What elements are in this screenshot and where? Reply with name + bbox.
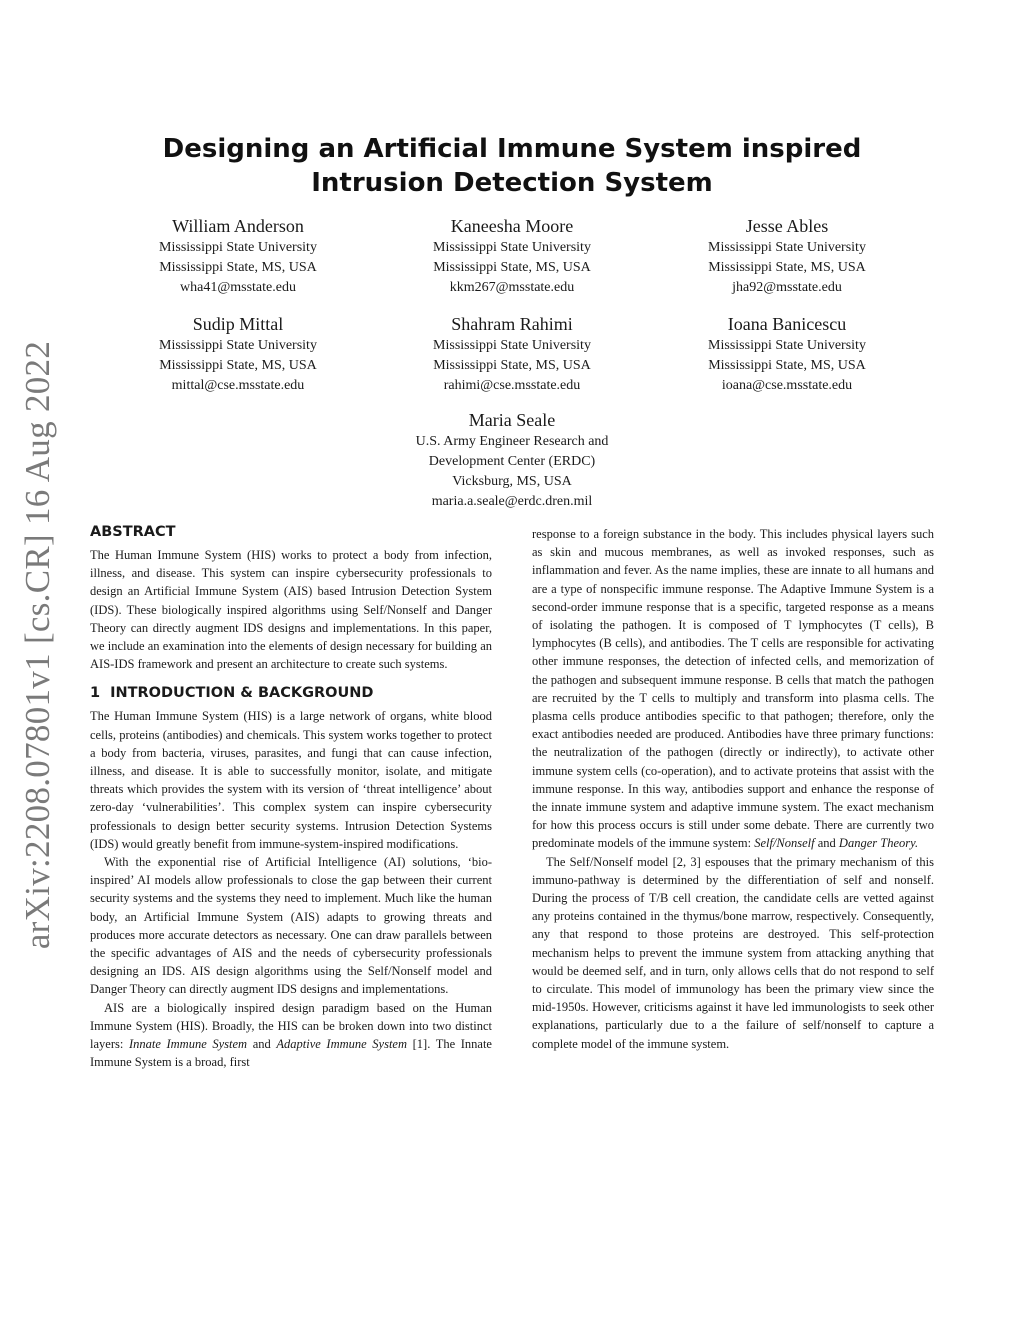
author-block (647, 214, 927, 298)
author-block (98, 312, 378, 396)
right-paragraph-1 (532, 525, 934, 853)
author-affiliation: Mississippi State University (433, 240, 591, 255)
section-heading (90, 683, 492, 703)
author-affiliation: Mississippi State University (159, 240, 317, 255)
paper-title: Designing an Artificial Immune System inspired Intrusion Detection System (162, 134, 862, 198)
author-email: mittal@cse.msstate.edu (171, 378, 305, 393)
author-block (372, 214, 652, 298)
author-name: Maria Seale (468, 410, 556, 430)
author-name: Ioana Banicescu (727, 314, 847, 334)
author-location: Mississippi State, MS, USA (159, 358, 317, 373)
term-innate-immune-system: Innate Immune System (128, 1037, 248, 1052)
section-title: INTRODUCTION & BACKGROUND (110, 685, 374, 702)
author-location: Mississippi State, MS, USA (708, 358, 866, 373)
author-email: jha92@msstate.edu (732, 280, 842, 295)
intro-paragraph-1: The Human Immune System (HIS) is a large network of organs, white blood cells, proteins (antibodies) and chemicals. This system works together to protect a body from bacteria, viruses, parasites, and fungi that can cause infection, illness, and disease. It is able to successfully monitor, isolate, and mitigate threats which provides the system with its version of ‘threat intelligence’ about zero-day ‘vulnerabilities’. This complex system can inspire cybersecurity professionals to design better security systems. Intrusion Detection Systems (IDS) would greatly benefit from immune-system-inspired modifications. (90, 709, 492, 851)
author-email: rahimi@cse.msstate.edu (443, 378, 581, 393)
right-paragraph-2: The Self/Nonself model [2, 3] espouses that the primary mechanism of this immuno-pathway is determined by the differentiation of self and nonself. During the process of T/B cell creation, the candidate cells are vetted against any proteins contained in the thymus/bone marrow, respectively. Consequently, any that respond to those proteins are destroyed. This self-protection mechanism helps to prevent the immune system from attacking anything that would be deemed self, and in turn, only allows cells that do not respond to self to circulate. This model of immunology has been the primary view since the mid-1950s. However, criticisms against it have led immunologists to seek other explanations, particularly due to a the failure of self/nonself to capture a complete model of the immune system. (532, 854, 934, 1051)
author-name: Sudip Mittal (192, 314, 284, 334)
author-affiliation: Mississippi State University (708, 338, 866, 353)
author-affiliation: Development Center (ERDC) (428, 454, 596, 469)
author-name: Jesse Ables (745, 216, 829, 236)
author-name: Kaneesha Moore (450, 216, 574, 236)
author-location: Mississippi State, MS, USA (708, 260, 866, 275)
author-affiliation: Mississippi State University (159, 338, 317, 353)
author-block (372, 408, 652, 512)
author-location: Mississippi State, MS, USA (159, 260, 317, 275)
author-affiliation: Mississippi State University (433, 338, 591, 353)
author-email: wha41@msstate.edu (180, 280, 296, 295)
author-block (372, 312, 652, 396)
author-location: Mississippi State, MS, USA (433, 260, 591, 275)
author-affiliation: U.S. Army Engineer Research and (415, 434, 609, 449)
intro-paragraph-2: With the exponential rise of Artificial Intelligence (AI) solutions, ‘bio-inspired’ AI models allow professionals to close the gap between their current security systems and the systems they need to implement. Much like the human body, an Artificial Immune System (AIS) adapts to growing threats and produces more accurate detectors as necessary. One can draw parallels between the specific advantages of AIS and the needs of cybersecurity professionals designing an IDS. AIS design algorithms using the Self/Nonself model and Danger Theory can directly augment IDS designs and implementations. (90, 855, 492, 997)
author-affiliation: Mississippi State University (708, 240, 866, 255)
author-email: maria.a.seale@erdc.dren.mil (431, 494, 593, 509)
author-name: Shahram Rahimi (451, 314, 573, 334)
author-email: kkm267@msstate.edu (449, 280, 575, 295)
arxiv-identifier: arXiv:2208.07801v1 [cs.CR] 16 Aug 2022 (18, 340, 57, 950)
text-run: AIS are a biologically inspired design paradigm based on the Human Immune System (HIS). Broadly, the HIS can be broken down into two distinct layers: (90, 1000, 492, 1052)
text-run: and (814, 836, 839, 851)
text-run: response to a foreign substance in the body. This includes physical layers such as skin and mucous membranes, as well as invoked responses, such as inflammation and fever. As the name implies, these are innate to all humans and are a type of nonspecific immune response. The Adaptive Immune System is a second-order immune response that is a specific, targeted response as a means of isolating the pathogen. It is composed of T lymphocytes (T cells), B lymphocytes (B cells), and antibodies. The T cells are responsible for activating other immune responses, the detection of infected cells, and memorization of the pathogen and subsequent immune response. B cells that match the pathogen are recruited by the T cells to multiply and transform into plasma cells. The plasma cells produce antibodies specific to that pathogen; therefore, only the exact antibodies needed are produced. Antibodies have three primary functions: the neutralization of the pathogen (directly or indirectly), to activate other immune system cells (co-operation), and to activate proteins that assist with the immune response. In this way, antibodies support and enhance the response of the innate immune system and adaptive immune system. The exact mechanism for how this process occurs is still under some debate. There are currently two predominate models of the immune system: (532, 527, 934, 851)
author-block (98, 214, 378, 298)
term-danger-theory: Danger Theory. (838, 836, 919, 851)
term-adaptive-immune-system: Adaptive Immune System (276, 1037, 407, 1052)
text-run: and (247, 1037, 277, 1052)
right-column (532, 525, 934, 1053)
author-location: Vicksburg, MS, USA (452, 474, 572, 489)
left-column (90, 522, 492, 1071)
author-email: ioana@cse.msstate.edu (721, 378, 853, 393)
abstract-heading: ABSTRACT (90, 524, 176, 540)
intro-paragraph-3 (90, 999, 492, 1072)
section-number: 1 (90, 685, 101, 702)
abstract-text: The Human Immune System (HIS) works to protect a body from infection, illness, and disease. This system can inspire cybersecurity professionals to design an Artificial Immune System (AIS) based Intrusion Detection System (IDS). These biologically inspired algorithms using Self/Nonself and Danger Theory can directly augment IDS designs and implementations. In this paper, we include an examination into the elements of design necessary for building an AIS-IDS framework and present an architecture to create such systems. (90, 548, 492, 672)
text-run: [1]. The Innate Immune System is a broad, first (90, 1037, 492, 1070)
author-block (647, 312, 927, 396)
term-self-nonself: Self/Nonself (754, 836, 815, 851)
author-name: William Anderson (172, 216, 304, 236)
arxiv-sidebar (12, 340, 64, 950)
author-location: Mississippi State, MS, USA (433, 358, 591, 373)
